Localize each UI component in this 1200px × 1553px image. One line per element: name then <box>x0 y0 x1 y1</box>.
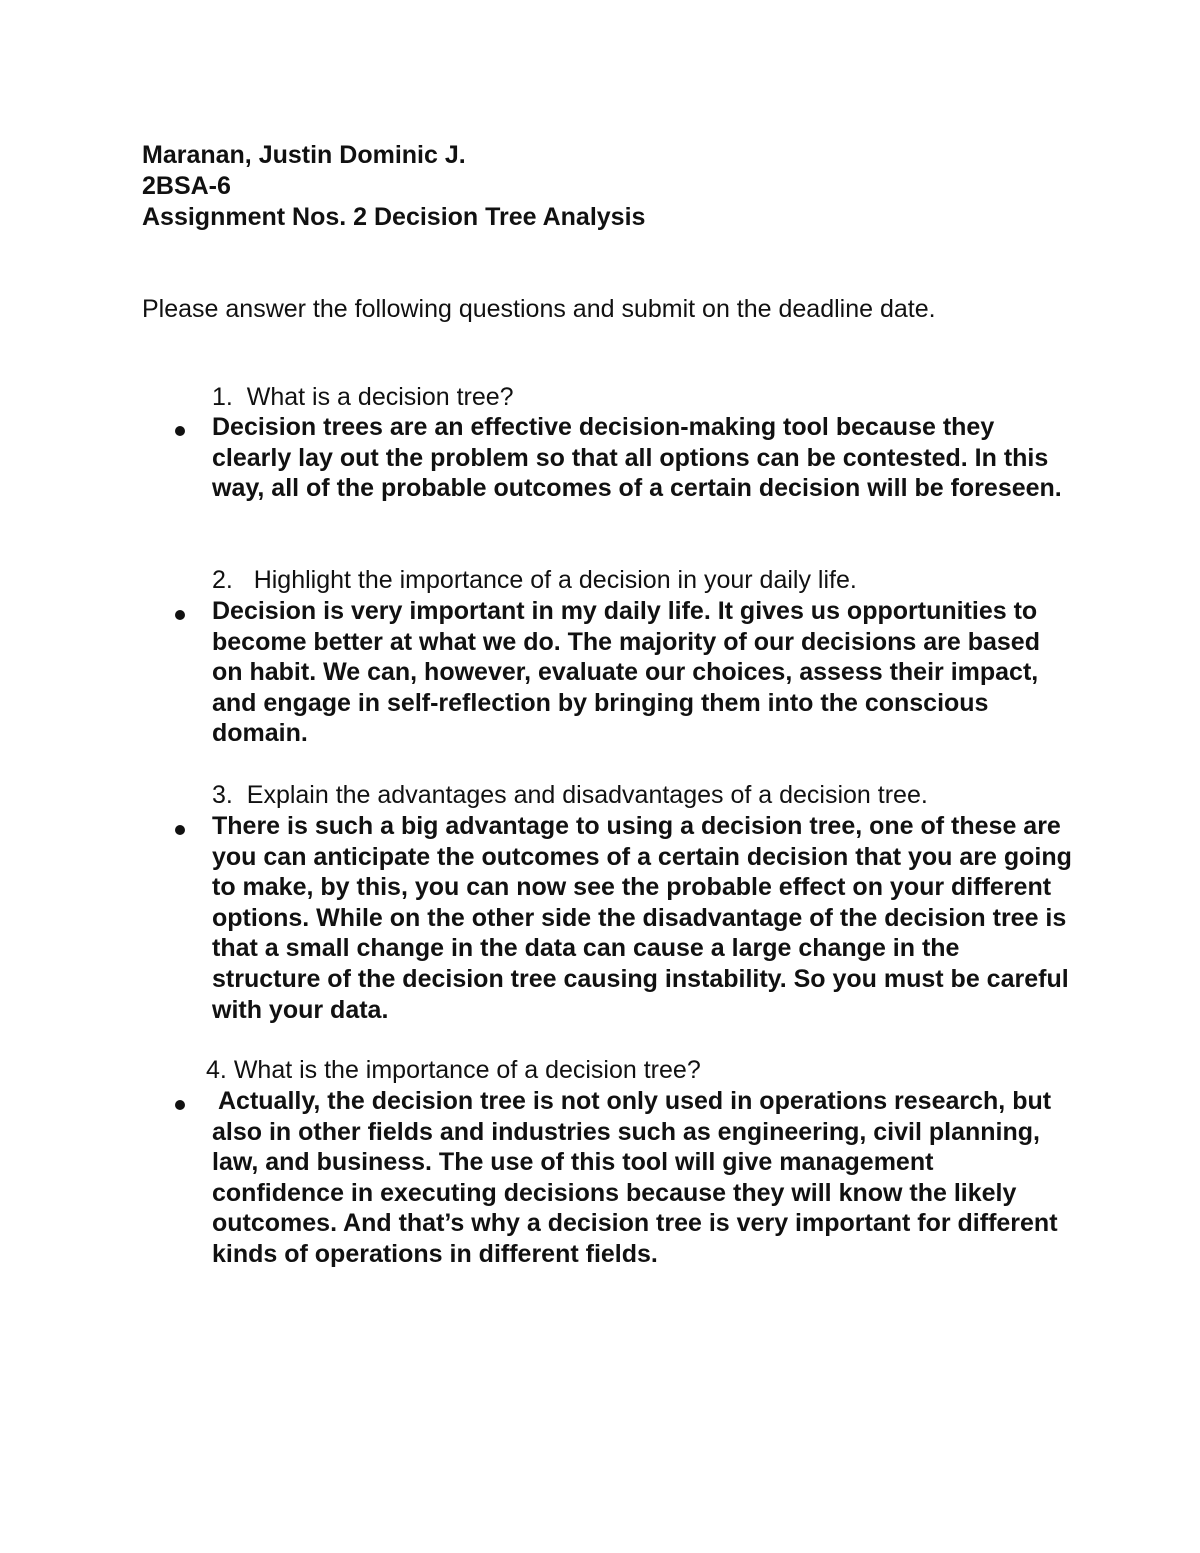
bullet-icon <box>175 825 185 835</box>
answer-3: There is such a big advantage to using a decision tree, one of these are you can anticipate the outcomes of a certain decision that you are going to make, by this, you can now see the probable effect on your different options. While on the other side the disadvantage of the decision tree is that a small change in the data can cause a large change in the structure of the decision tree causing instability. So you must be careful with your data. <box>212 812 1072 1024</box>
bullet-icon <box>175 426 185 436</box>
student-name: Maranan, Justin Dominic J. <box>142 141 466 169</box>
bullet-icon <box>175 610 185 620</box>
student-section: 2BSA-6 <box>142 172 231 200</box>
instruction-text: Please answer the following questions and submit on the deadline date. <box>142 295 936 323</box>
question-4 <box>206 1055 701 1086</box>
answer-2: Decision is very important in my daily life. It gives us opportunities to become better at what we do. The majority of our decisions are based on habit. We can, however, evaluate our choices, assess their impact, and engage in self-reflection by bringing them into the conscious domain. <box>212 597 1040 748</box>
question-number: 1. <box>212 383 233 411</box>
question-text: What is a decision tree? <box>246 383 514 411</box>
bullet-icon <box>175 1100 185 1110</box>
question-text: What is the importance of a decision tree? <box>233 1056 701 1084</box>
question-text: Highlight the importance of a decision in your daily life. <box>253 566 857 594</box>
question-2 <box>212 565 857 596</box>
question-number: 2. <box>212 566 233 594</box>
question-3 <box>212 780 928 811</box>
answer-4: Actually, the decision tree is not only used in operations research, but also in other fields and industries such as engineering, civil planning, law, and business. The use of this tool will give management confidence in executing decisions because they will know the likely outcomes. And that’s why a decision tree is very important for different kinds of operations in different fields. <box>212 1087 1058 1268</box>
assignment-title: Assignment Nos. 2 Decision Tree Analysis <box>142 203 646 231</box>
question-number: 3. <box>212 781 233 809</box>
document-header <box>142 140 645 233</box>
question-1 <box>212 382 514 413</box>
question-number: 4. <box>206 1056 227 1084</box>
answer-1: Decision trees are an effective decision-making tool because they clearly lay out the problem so that all options can be contested. In this way, all of the probable outcomes of a certain decision will be foreseen. <box>212 413 1062 503</box>
question-text: Explain the advantages and disadvantages of a decision tree. <box>246 781 928 809</box>
